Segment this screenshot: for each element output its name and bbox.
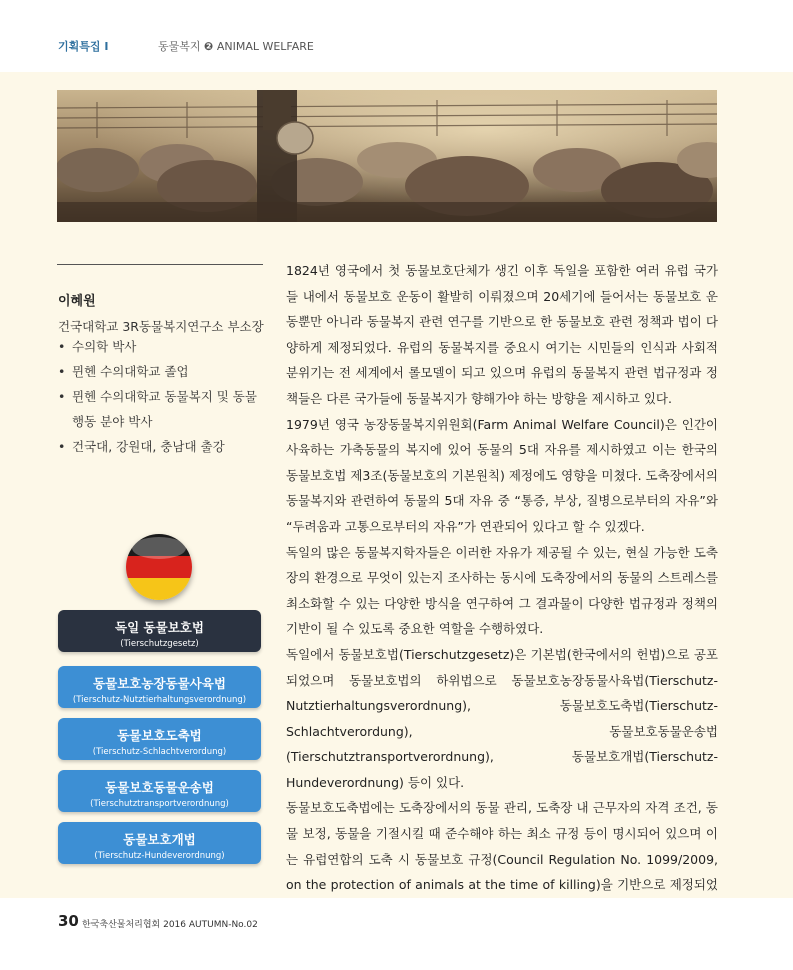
credential-item: • 뮌헨 수의대학교 동물복지 및 동물 행동 분야 박사	[58, 384, 264, 434]
law-sub-ko: 동물보호개법	[123, 832, 196, 847]
body-paragraph: 1824년 영국에서 첫 동물보호단체가 생긴 이후 독일을 포함한 여러 유럽 국가들 내에서 동물보호 운동이 활발히 이뤄졌으며 20세기에 들어서는 동물보호 운동뿐만 아니라 동물복지 관련 연구를 기반으로 한 동물보호 관련 정책과 법이 다양하게 제정되었다. 유럽의 동물복지를 중요시 여기는 시민들의 인식과 사회적 분위기는 전 세계에서 롤모델이 되고 있으며 유럽의 동물복지 관련 법규정과 정책들은 다른 국가들에 동물복지가 향해가야 하는 방향을 제시하고 있다.	[286, 263, 718, 406]
series-number: ❷	[204, 40, 214, 53]
credential-item: • 수의학 박사	[58, 334, 264, 359]
law-sub-ko: 동물보호도축법	[117, 728, 202, 743]
series-prefix: 동물복지	[158, 40, 201, 53]
law-sub-ko: 동물보호동물운송법	[105, 780, 214, 795]
body-paragraph: 독일에서 동물보호법(Tierschutzgesetz)은 기본법(한국에서의 헌법)으로 공포되었으며 동물보호법의 하위법으로 동물보호농장동물사육법(Tierschutz-Nutztierhaltungsverordnung), 동물보호도축법(Tierschutz-Schlachtverordung), 동물보호동물운송법(Tierschutztransportverordnung), 동물보호개법(Tierschutz-Hundeverordnung) 등이 있다.	[286, 646, 718, 790]
law-sub-de: (Tierschutz-Hundeverordnung)	[94, 851, 225, 861]
body-paragraph: 1979년 영국 농장동물복지위원회(Farm Animal Welfare Council)은 인간이 사육하는 가축동물의 복지에 있어 동물의 5대 자유를 제시하였고 이는 한국의 동물보호법 제3조(동물보호의 기본원칙) 제정에도 영향을 미쳤다. 도축장에서의 동물복지와 관련하여 동물의 5대 자유 중 “통증, 부상, 질병으로부터의 자유”와 “두려움과 고통으로부터의 자유”가 연관되어 있다고 할 수 있겠다.	[286, 416, 718, 534]
page-number: 30	[58, 912, 79, 930]
credential-item: • 건국대, 강원대, 충남대 출강	[58, 434, 264, 459]
page-header	[0, 0, 793, 72]
author-name: 이혜원	[58, 294, 96, 309]
law-main-de: (Tierschutzgesetz)	[120, 639, 199, 649]
body-paragraph: 동물보호도축법에는 도축장에서의 동물 관리, 도축장 내 근무자의 자격 조건, 동물 보정, 동물을 기절시킬 때 준수해야 하는 최소 규정 등이 명시되어 있으며 이는 유럽연합의 도축 시 동물보호 규정(Council Regulation No. 1099/2009, on the protection of animals at the time of killing)을 기반으로 제정되었	[286, 800, 718, 893]
series-label	[158, 38, 314, 54]
body-paragraph: 독일의 많은 동물복지학자들은 이러한 자유가 제공될 수 있는, 현실 가능한 도축장의 환경으로 무엇이 있는지 조사하는 동시에 도축장에서의 동물의 스트레스를 최소화할 수 있는 다양한 방식을 연구하여 그 결과물이 다양한 법규정과 정책의 기반이 될 수 있도록 중요한 역할을 수행하였다.	[286, 544, 718, 637]
author-credentials	[58, 334, 264, 459]
law-sub-box	[58, 666, 261, 708]
credential-item: • 뮌헨 수의대학교 졸업	[58, 359, 264, 384]
section-label: 기획특집 I	[58, 40, 109, 53]
article-content	[0, 72, 793, 898]
law-main-box	[58, 610, 261, 652]
page-footer	[0, 898, 793, 970]
article-body	[286, 258, 718, 923]
germany-flag-icon	[126, 534, 192, 600]
author-affiliation: 건국대학교 3R동물복지연구소 부소장	[58, 319, 264, 334]
pig-farm-photo	[57, 90, 717, 222]
law-sub-box	[58, 770, 261, 812]
law-sub-de: (Tierschutztransportverordnung)	[90, 799, 229, 809]
author-divider	[57, 264, 263, 265]
publication-info: 한국축산물처리협회 2016 AUTUMN-No.02	[82, 920, 258, 930]
law-sub-de: (Tierschutz-Nutztierhaltungsverordnung)	[72, 695, 247, 705]
law-sub-ko: 동물보호농장동물사육법	[93, 676, 226, 691]
law-sub-box	[58, 718, 261, 760]
series-title: ANIMAL WELFARE	[216, 40, 314, 53]
law-sub-de: (Tierschutz-Schlachtverordung)	[92, 747, 227, 757]
law-sub-box	[58, 822, 261, 864]
law-main-ko: 독일 동물보호법	[115, 620, 204, 635]
